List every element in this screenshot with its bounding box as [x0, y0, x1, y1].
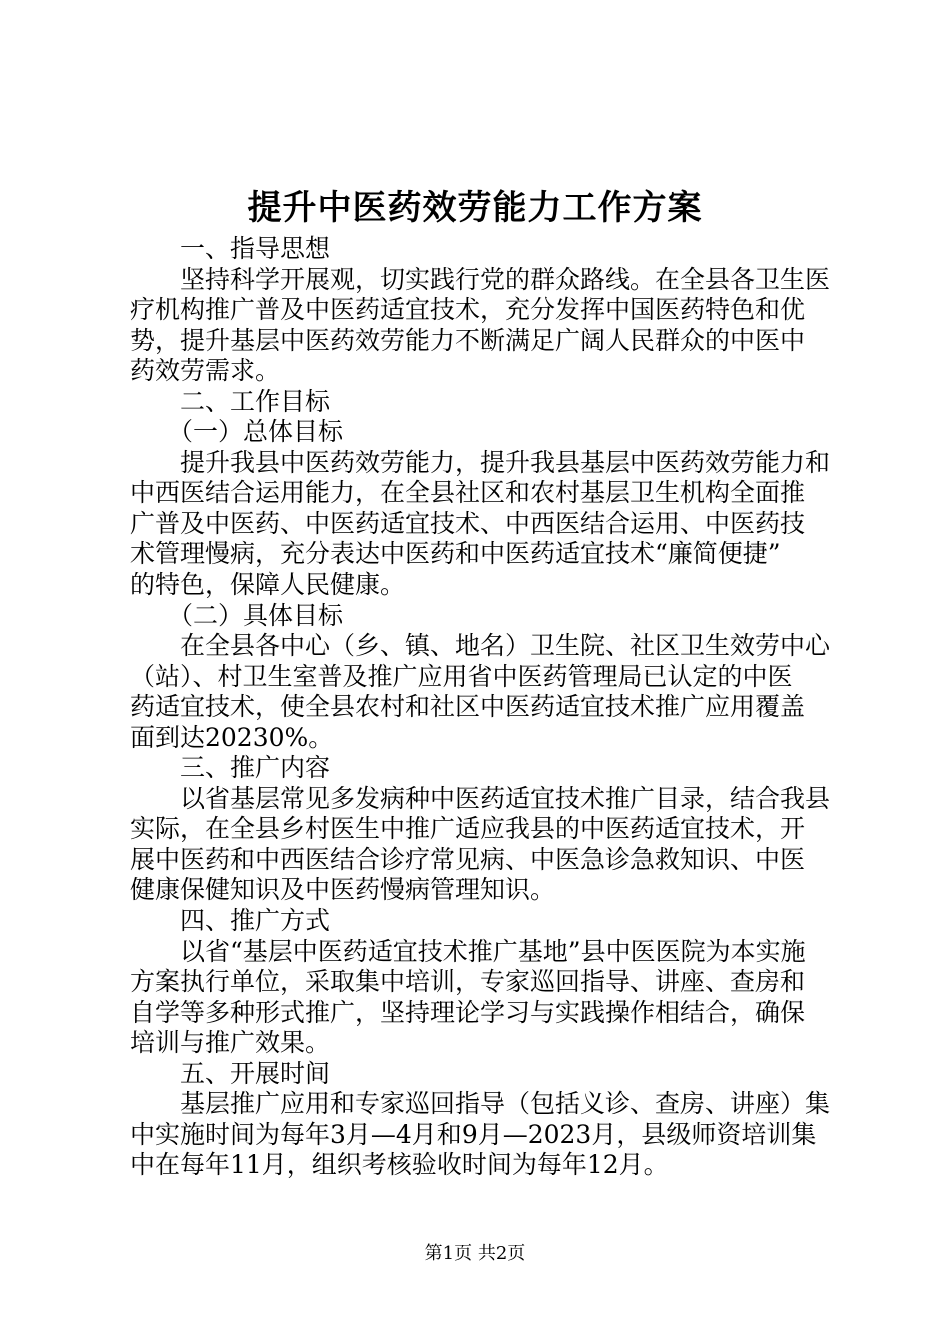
paragraph-line: 在全县各中心（乡、镇、地名）卫生院、社区卫生效劳中心 [180, 631, 831, 661]
paragraph-line: 药效劳需求。 [130, 356, 281, 386]
paragraph-line: 展中医药和中西医结合诊疗常见病、中医急诊急救知识、中医 [130, 844, 806, 874]
paragraph-line: 基层推广应用和专家巡回指导（包括义诊、查房、讲座）集 [180, 1089, 831, 1119]
paragraph-line: 药适宜技术，使全县农村和社区中医药适宜技术推广应用覆盖 [130, 692, 806, 722]
paragraph-line: 健康保健知识及中医药慢病管理知识。 [130, 875, 556, 905]
subsection-heading-specific-goal: （二）具体目标 [168, 600, 344, 630]
paragraph-line: 培训与推广效果。 [130, 1028, 331, 1058]
section-heading-schedule: 五、开展时间 [180, 1058, 331, 1088]
paragraph-line: 以省基层常见多发病种中医药适宜技术推广目录，结合我县 [180, 783, 831, 813]
section-heading-promotion-method: 四、推广方式 [180, 906, 331, 936]
paragraph-line: 中在每年11月，组织考核验收时间为每年12月。 [130, 1150, 669, 1180]
paragraph-line: 中西医结合运用能力，在全县社区和农村基层卫生机构全面推 [130, 478, 806, 508]
paragraph-line: 中实施时间为每年3月—4月和9月—2023月，县级师资培训集 [130, 1119, 817, 1149]
paragraph-line: 广普及中医药、中医药适宜技术、中西医结合运用、中医药技 [130, 508, 806, 538]
document-body [130, 234, 830, 1181]
paragraph-line: 以省“基层中医药适宜技术推广基地”县中医医院为本实施 [180, 936, 806, 966]
paragraph-line: 面到达20230%。 [130, 722, 334, 752]
paragraph-line: 提升我县中医药效劳能力，提升我县基层中医药效劳能力和 [180, 447, 831, 477]
paragraph-line: 势，提升基层中医药效劳能力不断满足广阔人民群众的中医中 [130, 325, 806, 355]
section-heading-work-goals: 二、工作目标 [180, 386, 331, 416]
page-number-footer: 第1页 共2页 [424, 1243, 526, 1264]
paragraph-line: 实际，在全县乡村医生中推广适应我县的中医药适宜技术，开 [130, 814, 806, 844]
subsection-heading-overall-goal: （一）总体目标 [168, 417, 344, 447]
section-heading-guiding-ideology: 一、指导思想 [180, 234, 331, 263]
section-heading-promotion-content: 三、推广内容 [180, 753, 331, 783]
paragraph-line: 方案执行单位，采取集中培训，专家巡回指导、讲座、查房和 [130, 967, 806, 997]
paragraph-line: （站）、村卫生室普及推广应用省中医药管理局已认定的中医 [130, 661, 793, 691]
paragraph-line: 自学等多种形式推广，坚持理论学习与实践操作相结合，确保 [130, 997, 806, 1027]
document-title: 提升中医药效劳能力工作方案 [247, 188, 703, 228]
paragraph-line: 疗机构推广普及中医药适宜技术，充分发挥中国医药特色和优 [130, 295, 806, 325]
paragraph-line: 的特色，保障人民健康。 [130, 570, 406, 600]
paragraph-line: 术管理慢病，充分表达中医药和中医药适宜技术“廉简便捷” [130, 539, 781, 569]
paragraph-line: 坚持科学开展观，切实践行党的群众路线。在全县各卫生医 [180, 264, 831, 294]
